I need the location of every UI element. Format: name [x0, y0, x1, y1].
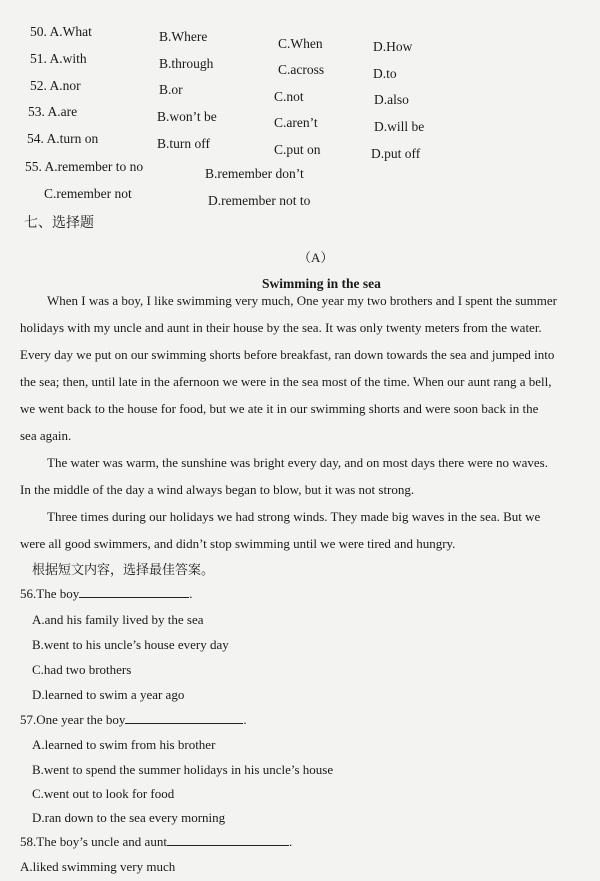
option-52b: B.or	[159, 82, 183, 97]
question-58	[20, 834, 292, 850]
question-56	[20, 586, 192, 602]
passage-line: The water was warm, the sunshine was bright every day, and on most days there were no waves.	[47, 455, 548, 470]
passage-line: Three times during our holidays we had strong winds. They made big waves in the sea. But we	[47, 509, 541, 524]
option-53d: D.will be	[374, 119, 425, 134]
option-57a: A.learned to swim from his brother	[32, 737, 216, 752]
option-55a: 55. A.remember to no	[25, 159, 144, 174]
passage-title: Swimming in the sea	[262, 276, 381, 291]
option-50a: 50. A.What	[30, 24, 92, 39]
option-54a: 54. A.turn on	[27, 131, 99, 146]
question-stem: 57.One year the boy	[20, 712, 126, 727]
passage-line: the sea; then, until late in the afernoon we were in the sea most of the time. When our aunt rang a bell,	[20, 374, 552, 389]
question-57	[20, 712, 247, 728]
option-54c: C.put on	[274, 142, 321, 157]
instruction: 根据短文内容，选择最佳答案。	[32, 563, 215, 578]
answer-blank	[79, 586, 189, 598]
section-heading: 七、选择题	[24, 215, 94, 231]
passage-line: When I was a boy, I like swimming very much, One year my two brothers and I spent the summer	[47, 293, 558, 308]
question-stem: 56.The boy	[20, 586, 80, 601]
option-56d: D.learned to swim a year ago	[32, 687, 185, 702]
passage-line: we went back to the house for food, but we ate it in our swimming shorts and were soon back in the	[20, 401, 539, 416]
question-end: .	[189, 586, 193, 601]
option-50b: B.Where	[159, 29, 208, 44]
option-56b: B.went to his uncle’s house every day	[32, 637, 229, 652]
option-51b: B.through	[159, 56, 214, 71]
option-57d: D.ran down to the sea every morning	[32, 810, 226, 825]
option-53a: 53. A.are	[28, 104, 78, 119]
question-end: .	[243, 712, 247, 727]
option-51d: D.to	[373, 66, 397, 81]
passage-line: holidays with my uncle and aunt in their house by the sea. It was only twenty meters from the water.	[20, 320, 542, 335]
question-end: .	[288, 834, 293, 849]
option-54b: B.turn off	[157, 136, 210, 151]
answer-blank	[125, 712, 243, 724]
option-53b: B.won’t be	[157, 109, 217, 124]
option-54d: D.put off	[371, 146, 421, 161]
passage-line: were all good swimmers, and didn’t stop swimming until we were tired and hungry.	[20, 536, 456, 551]
option-57b: B.went to spend the summer holidays in his uncle’s house	[32, 762, 334, 777]
option-52a: 52. A.nor	[30, 78, 81, 93]
option-51c: C.across	[278, 62, 325, 77]
option-55d: D.remember not to	[208, 193, 311, 208]
option-50d: D.How	[373, 39, 413, 54]
passage-line: Every day we put on our swimming shorts before breakfast, ran down towards the sea and jumped into	[20, 347, 555, 362]
passage-label: （A）	[298, 250, 334, 265]
option-51a: 51. A.with	[30, 51, 87, 66]
option-53c: C.aren’t	[274, 115, 318, 130]
option-58a: A.liked swimming very much	[20, 859, 176, 874]
question-stem: 58.The boy’s uncle and aunt	[20, 834, 167, 849]
option-55c: C.remember not	[44, 186, 132, 201]
answer-blank	[167, 834, 289, 846]
option-50c: C.When	[278, 36, 323, 51]
passage-line: sea again.	[20, 428, 72, 443]
passage-line: In the middle of the day a wind always began to blow, but it was not strong.	[20, 482, 415, 497]
option-56c: C.had two brothers	[32, 662, 132, 677]
option-56a: A.and his family lived by the sea	[32, 612, 204, 627]
option-52d: D.also	[374, 92, 409, 107]
option-57c: C.went out to look for food	[32, 786, 175, 801]
option-55b: B.remember don’t	[205, 166, 304, 181]
option-52c: C.not	[274, 89, 304, 104]
